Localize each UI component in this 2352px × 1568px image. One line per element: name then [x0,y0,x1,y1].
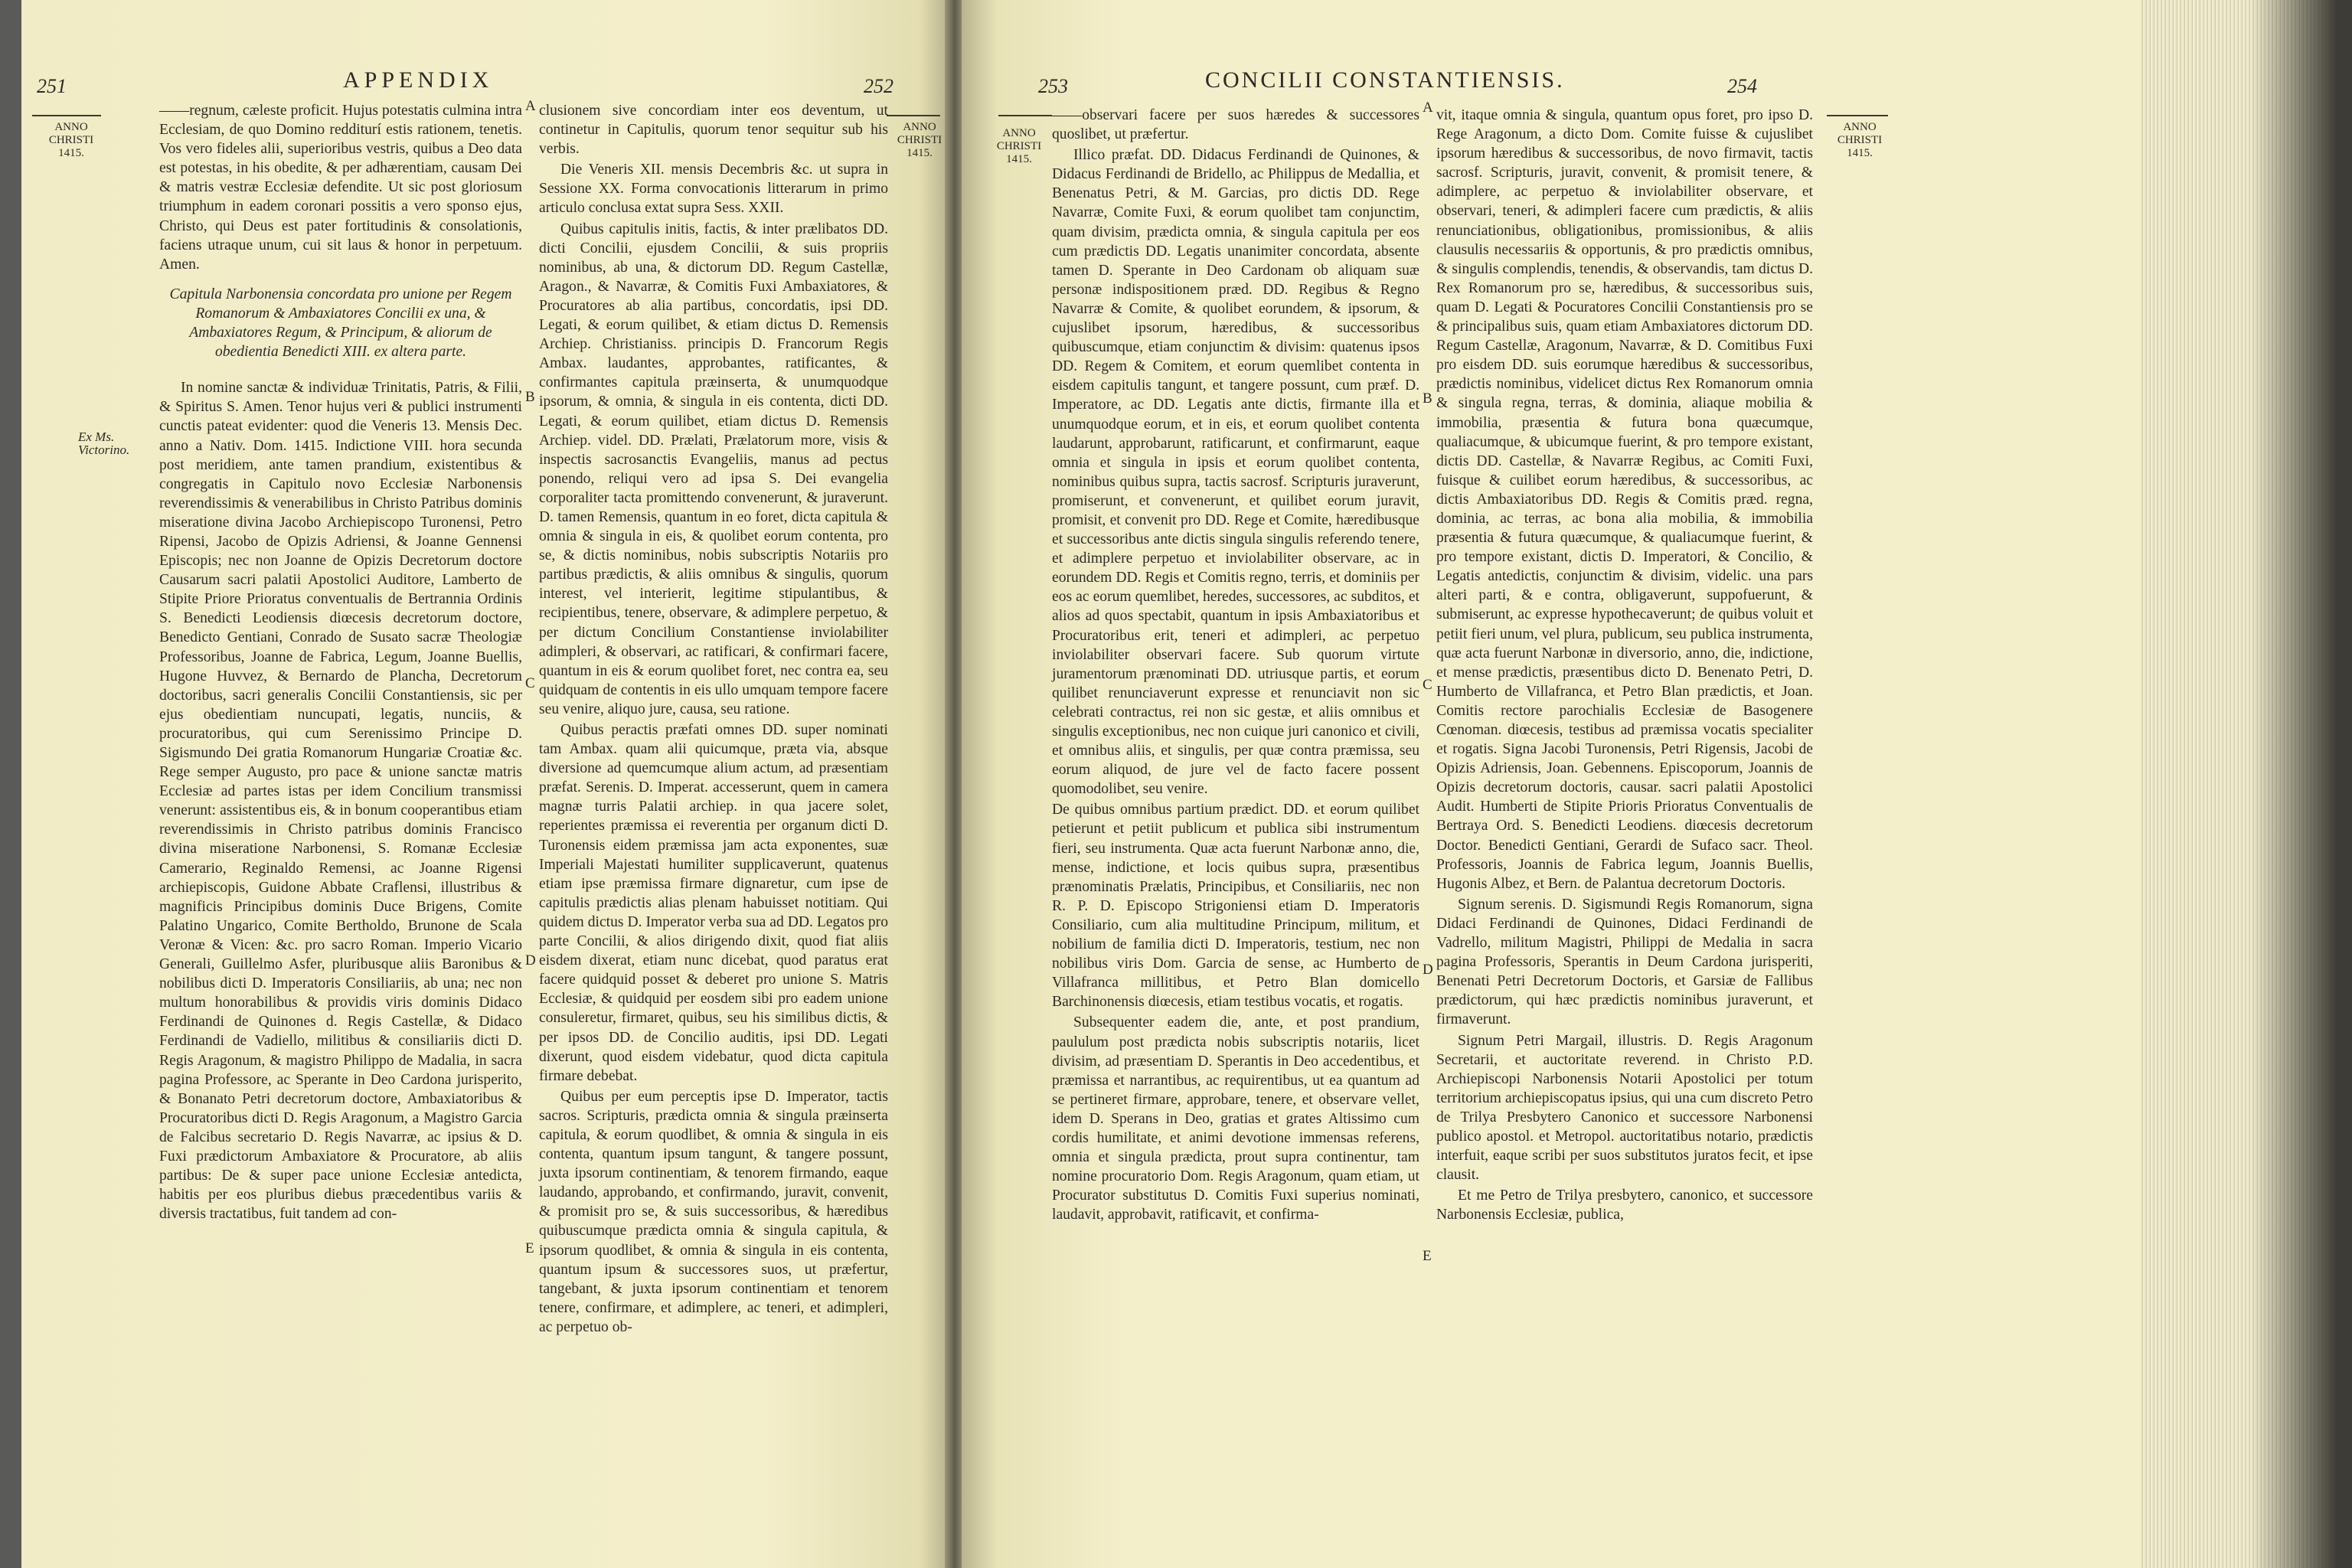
paragraph: Subsequenter eadem die, ante, et post prandium, paululum post prædicta nobis subscriptis notariis, licet divisim, ad præsentiam D. Sperantis in Deo accedentibus, et præmissa et narrantibus, ac requirentibus, ut ea quantum ad se pertineret firmare, approbare, tenere, et observare vellet, idem D. Sperans in Deo, gratias et grates Altissimo cum cordis humilitate, et animi devotione immensas referens, omnia et singula prædicta, prout supra continentur, tam nomine procuratorio Dom. Regis Aragonum, quam etiam, ut Procurator substitutus D. Comitis Fuxi superius nominati, laudavit, approbavit, ratificavit, et confirma- [1052,1014,1419,1223]
section-title: Capitula Narbonensia concordata pro unione per Regem Romanorum & Ambaxiatores Concilii ex una, & Ambaxiatores Regum, & Principum, & aliorum de obedientia Benedicti XIII. ex altera parte. [169,286,512,361]
rule [887,115,940,116]
text-column-2 [1436,106,1813,1226]
paragraph: Die Veneris XII. mensis Decembris &c. ut supra in Sessione XX. Forma convocationis litterarum in primo articulo conclusa extat supra Sess. XXII. [539,162,888,217]
text-column-1 [1052,106,1419,1226]
book-spread [21,0,2141,1568]
section-letter: A [1423,100,1433,116]
text-column-2 [539,101,888,1338]
page-number: 252 [864,75,893,97]
paragraph: Et me Petro de Trilya presbytero, canonico, et successore Narbonensis Ecclesiæ, publica, [1436,1187,1813,1223]
text-column-1 [159,101,522,1225]
margin-note: ANNO CHRISTI 1415. [48,121,94,159]
section-letter: C [1423,677,1432,693]
margin-note: ANNO CHRISTI 1415. [1837,121,1883,159]
page-number: 251 [37,75,67,97]
section-letter: B [525,389,535,405]
section-letter: D [525,952,536,969]
section-letter: C [525,675,535,691]
margin-source: Ex Ms. Victorino. [78,430,130,457]
right-page [962,0,2141,1568]
running-head: APPENDIX [343,67,494,93]
rule [32,115,101,116]
paragraph: ——regnum, cæleste proficit. Hujus potestatis culmina intra Ecclesiam, de quo Domino redditurí estis rationem, tenetis. Vos vero fideles alii, superioribus vestris, quibus a Deo data est potestas, in his obedite, & per adhærentiam, causam Dei & matris vestræ Ecclesiæ defendite. Ut sic post gloriosum triumphum in eadem coronari possitis a vero sponso ejus, Christo, qui Deus est pater fortitudinis & consolationis, faciens utraque unum, cui sit laus & honor in perpetuum. Amen. [159,103,522,273]
paragraph: Quibus peractis præfati omnes DD. super nominati tam Ambax. quam alii quicumque, præta via, absque diversione ad quemcumque alium actum, ad præsentiam præfat. Serenis. D. Imperat. accesserunt, quem in camera magnæ turris Palatii archiep. in qua jacere solet, reperientes præmissa ei reverentia per organum dicti D. Turonensis eidem præmissa jam acta exponentes, suæ Imperiali Majestati humiliter supplicaverunt, quatenus etiam ipse præmissa firmare dignaretur, cum ipse de capitulis prædictis alias plenam habuisset notitiam. Qui quidem dictus D. Imperator verba sua ad DD. Legatos pro parte Concilii, & alios dirigendo dixit, quod fiat aliis eisdem dixerat, etiam nunc dicebat, quod paratus erat facere quidquid posset & deberet pro unione S. Matris Ecclesiæ, & quidquid per eosdem sibi pro eadem unione consuleretur, firmaret, quibus, seu his similibus dictis, & per ipsos DD. de Concilio auditis, ipsi DD. Legati dixerunt, quod eisdem videbatur, quod dicta capitula firmare debebat. [539,722,888,1084]
rule [998,115,1052,116]
section-letter: E [1423,1248,1432,1264]
paragraph: In nomine sanctæ & individuæ Trinitatis, Patris, & Filii, & Spiritus S. Amen. Tenor hujus veri & publici instrumenti cunctis pateat evidenter: quod die Veneris 13. Mensis Dec. anno a Nativ. Dom. 1415. Indictione VIII. hora secunda post meridiem, ante tamen prandium, existentibus & congregatis in Capitulo novo Ecclesiæ Narbonensis reverendissimis & venerabilibus in Christo Patribus dominis miseratione divina Jacobo Archiepiscopo Turonensi, Petro Ripensi, Jacobo de Opizis Adriensi, & Joanne Gennensi Episcopis; nec non Joanne de Opizis Decretorum doctore Causarum sacri palatii Apostolici Auditore, Lamberto de Stipite Priore Prioratus conventualis de Bertrannia Ordinis S. Benedicti Leodiensis diœcesis decretorum doctore, Benedicto Gentiani, Conrado de Susato sacræ Theologiæ Professoribus, Joanne de Fabrica, Legum, Joanne Buellis, Hugone Huvvez, & Bernardo de Plancha, Decretorum doctoribus, sacri generalis Concilii Constantiensis, sic per ejus obedientiam nuncupati, legatis, nunciis, & procuratoribus, qui cum Serenissimo Principe D. Sigismundo Dei gratia Romanorum Hungariæ Croatiæ &c. Rege semper Augusto, pro pace & unione sanctæ matris Ecclesiæ ad partes istas per idem Concilium transmissi venerunt: assistentibus eis, & in bonum cooperantibus etiam reverendissimis in Christo patribus dominis Francisco divina miseratione Narbonensi, S. Romanæ Ecclesiæ Camerario, Reginaldo Remensi, ac Joanne Rigensi archiepiscopis, Guidone Abbate Craflensi, illustribus & magnificis Principibus dominis Duce Brigens, Comite Palatino Ungarico, Comite Bertholdo, Brunone de Scala Veronæ & Vicen: &c. pro sacro Roman. Imperio Vicario Generali, Guillelmo Asfer, pluribusque aliis Baronibus & nobilibus dicti D. Imperatoris Consiliariis, ab una; nec non multum honorabilibus & providis viris dominis Didaco Ferdinandi de Quinones d. Regis Castellæ, & Didaco Ferdinandi de Vadiello, militibus & consiliariis dicti D. Regis Aragonum, & magistro Philippo de Madalia, in sacra pagina Professore, ac Sperante in Deo Cardona jurisperito, & Bonanato Petri decretorum doctore, Ambaxiatoribus & Procuratoribus dicti D. Regis Aragonum, a Magistro Garcia de Falcibus secretario D. Regis Navarræ, ac ipsius & D. Fuxi prædictorum Ambaxiatore & Procuratore, ab aliis partibus: De & super pace unione Ecclesiæ antedicta, habitis per eos pluribus diebus præcedentibus variis & diversis tractatibus, fuit tandem ad con- [159,380,522,1223]
paragraph: Illico præfat. DD. Didacus Ferdinandi de Quinones, & Didacus Ferdinandi de Bridello, ac Philippus de Medallia, et Benenatus Petri, & M. Garcias, pro dictis DD. Rege Navarræ, Comite Fuxi, & eorum quolibet tam conjunctim, quam divisim, prædicta omnia, & singula capitula per eos cum prædictis DD. Legatis unanimiter concordata, absente tamen D. Sperante in Deo Cardonam ob aliquam suæ personæ indispositionem præd. DD. Regibus & Regno Navarræ & Comite, & quolibet eorundem, & ipsorum, & cujuslibet ipsorum, hæredibus, & successoribus quibuscumque, etiam conjunctim & divisim: quatenus ipsos DD. Regem & Comitem, et eorum quemlibet contenta in eisdem capitulis tangunt, et tangere possunt, cum præf. D. Imperatore, ac DD. Legatis ante dictis, firmante illa et unumquodque eorum, et in eis, et eorum quolibet contenta laudarunt, approbarunt, ratificarunt, et confirmarunt, eaque omnia et singula in ipsis et eorum quolibet contenta, nominibus quibus supra, tactis sacrosf. Scripturis juraverunt, promiserunt, et convenerunt, et quilibet eorum juravit, promisit, et convenit pro DD. Rege et Comite, hæredibusque et successoribus ante dictis singula singulis referendo tenere, et adimplere perpetuo et inviolabiliter observare, ac in eorundem DD. Regis et Comitis regno, terris, et dominiis per eos ac eorum quemlibet, heredes, successores, ac subditos, et alios ad quos spectabit, quantum in ipsis Ambaxiatoribus et Procuratoribus erit, teneri et adimpleri, ac perpetuo inviolabiliter observari facere. Sub quorum virtute juramentorum prænominati DD. utriusque partis, et eorum quilibet renunciaverunt expresse et renunciavit non sic celebrati contractus, rei non sic gestæ, et aliis omnibus et singulis exceptionibus, nec non cuique juri canonico et civili, et omnibus aliis, et singulis, per quæ contra præmissa, seu eorum aliquod, de jure vel de facto facere possent quomodolibet, seu venire. [1052,147,1419,798]
section-letter: A [525,98,536,114]
paragraph: Signum serenis. D. Sigismundi Regis Romanorum, signa Didaci Ferdinandi de Quinones, Didaci Ferdinandi de Vadrello, militum Magistri, Philippi de Medalia in sacra pagina Professoris, Sperantis in Deum Cardona jurisperiti, Benenati Petri Decretorum Doctoris, et Garsiæ de Fallibus prædictorum, qui hæc prædictis nominibus juraverunt, et firmaverunt. [1436,896,1813,1028]
paragraph: Signum Petri Margail, illustris. D. Regis Aragonum Secretarii, et auctoritate reverend. in Christo P.D. Archiepiscopi Narbonensis Notarii Apostolici per totum territorium archiepiscopatus ipsius, qui una cum discreto Petro de Trilya Presbytero Canonico et successore Narbonensi publico apostol. et Metropol. auctoritatibus notario, prædictis interfuit, eaque scribi per suos substitutos juratos fecit, et ipse clausit. [1436,1032,1813,1184]
running-head: CONCILII CONSTANTIENSIS. [1205,67,1565,93]
background-shadow [2251,0,2352,1568]
paragraph: clusionem sive concordiam inter eos deventum, ut continetur in Capitulis, quorum tenor sequitur sub his verbis. [539,103,888,158]
section-letter: D [1423,962,1433,978]
paragraph: De quibus omnibus partium prædict. DD. et eorum quilibet petierunt et petiit publicum et publica sibi instrumentum fieri, seu instrumenta. Quæ acta fuerunt Narbonæ anno, die, mense, indictione, et locis quibus supra, præsentibus prænominatis Prælatis, Principibus, et Consiliariis, nec non R. P. D. Episcopo Strigoniensi etiam D. Imperatoris Consiliario, cum alia multitudine Principum, militum, et nobilium de familia dicti D. Imperatoris, testium, nec non nobilibus viris Dom. Garcia de sense, ac Humberto de Villafranca millitibus, et Petro Blan domicello Barchinonensis diœcesis, etiam testibus vocatis, et rogatis. [1052,802,1419,1011]
page-number: 253 [1038,75,1068,97]
section-letter: B [1423,390,1432,407]
margin-note: ANNO CHRISTI 1415. [996,127,1042,165]
paragraph: ——observari facere per suos hæredes & successores quoslibet, ut præfertur. [1052,107,1419,143]
rule [1827,115,1888,116]
paragraph: Quibus per eum perceptis ipse D. Imperator, tactis sacros. Scripturis, prædicta omnia & singula præinserta capitula, & eorum quodlibet, & omnia & singula in eis contenta, quantum ipsum tangunt, & tangere possunt, juxta ipsorum continentiam, & tenorem firmando, eaque laudando, approbando, et confirmando, juravit, convenit, & promisit pro se, & suis successoribus, & hæredibus quibuscumque prædicta omnia & singula capitula, & ipsorum quodlibet, & omnia & singula in eis contenta, quantum ipsum & successores suos, ut præfertur, tangebant, & juxta ipsorum continentiam et tenorem tenere, confirmare, et adimplere, ac teneri, et adimpleri, ac perpetuo ob- [539,1088,888,1335]
left-page [21,0,948,1568]
page-number: 254 [1727,75,1757,97]
paragraph: Quibus capitulis initis, factis, & inter prælibatos DD. dicti Concilii, ejusdem Concilii, & suis propriis nominibus, ab una, & dictorum DD. Regum Castellæ, Aragon., & Navarræ, & Comitis Fuxi Ambaxiatores, & Procuratores ab alia partibus, concordatis, ipsi DD. Legati, & eorum quilibet, & etiam dictus D. Remensis Archiep. Christianiss. principis D. Francorum Regis Ambax. laudantes, approbantes, ratificantes, & confirmantes capitula præinserta, & unumquodque ipsorum, & omnia, & singula in eis contenta, dicti DD. Legati, & eorum quilibet, etiam dictus D. Remensis Archiep. videl. DD. Prælati, Prælatorum more, visis & inspectis sacrosanctis Evangeliis, manus ad pectus ponendo, reliqui vero ad ipsa S. Dei evangelia corporaliter tacta promittendo convenerunt, & juraverunt. D. tamen Remensis, quantum in eo foret, dicta capitula & omnia & singula in eis, & quolibet eorum contenta, pro se, & dictis nominibus, nobis subscriptis Notariis pro partibus prædictis, & aliis omnibus & singulis, quorum interest, vel interierit, legitime stipulantibus, & recipientibus, tenere, observare, & adimplere perpetuo, & per dictum Concilium Constantiense inviolabiliter adimpleri, & observari, ac ratificari, & confirmari facere, quantum in eis & eorum quolibet foret, nec contra ea, seu quidquam de contentis in eis ullo umquam tempore facere seu venire, aliquo jure, causa, seu ratione. [539,220,888,717]
margin-note: ANNO CHRISTI 1415. [897,121,942,159]
section-letter: E [525,1240,534,1256]
paragraph: vit, itaque omnia & singula, quantum opus foret, pro ipso D. Rege Aragonum, a dicto Dom. Comite fuisse & cujuslibet ipsorum hæredibus & successoribus, de novo firmavit, tactis sacrosf. Scripturis, juravit, convenit, & promisit tenere, & adimplere, ac perpetuo & inviolabiliter observare, et observari, teneri, & adimpleri facere cum prædictis, & aliis renunciationibus, obligationibus, promissionibus, & aliis clausulis necessariis & opportunis, & pro prædictis omnibus, & singulis complendis, tenendis, & observandis, tam dictus D. Rex Romanorum pro se, hæredibus, & successoribus suis, quam D. Legati & Pocuratores Concilii Constantiensis pro se & principalibus suis, quam etiam Ambaxiatores dictorum DD. Regum Castellæ, Aragonum, Navarræ, & D. Comitibus Fuxi pro eisdem DD. suis eorumque hæredibus & successoribus, prædictis nominibus, videlicet dictus Rex Romanorum omnia & singula regna, terras, & dominia, aliaque mobilia & immobilia, præsentia & futura bona quæcumque, qualiacumque, & ubicumque fuerint, & pro tempore existant, dictis DD. Castellæ, & Navarræ Regibus, ac Comiti Fuxi, fuisque & cuilibet eorum hæredibus, & successoribus, ac dictis Ambaxiatoribus DD. Regis & Comitis præd. regna, dominia, ac terras, ac bona alia mobilia, & immobilia præsentia & futura quæcumque, & qualiacumque fuerint, & pro tempore existant, dictis D. Imperatori, & Concilio, & Legatis antedictis, conjunctim & divisim, videlic. una pars alteri parti, & e contra, obligaverunt, suppofuerunt, & submiserunt, ac expresse hypothecaverunt; de quibus voluit et petiit fieri unum, vel plura, publicum, seu publica instrumenta, quæ acta fuerunt Narbonæ in diversorio, anno, die, indictione, et mense prædictis, præsentibus dicto D. Benenato Petri, D. Humberto de Villafranca, et Petro Blan prædictis, et Joan. Comitis rectore parochialis Ecclesiæ de Basogenere Cœnoman. diœcesis, testibus ad præmissa vocatis specialiter et rogatis. Signa Jacobi Turonensis, Petri Rigensis, Jacobi de Opizis Adriensis, Joan. Gebennens. Episcoporum, Joannis de Opizis decretorum doctoris, causar. sacri palatii Apostolici Audit. Humberti de Stipite Prioris Prioratus Conventualis de Bertraya Ord. S. Benedicti Leodiens. diœcesis decretorum Doctor. Benedicti Gentiani, Gerardi de Sufaco sacr. Theol. Professoris, Joannis de Fabrica legum, Joannis Buellis, Hugonis Albez, et Bern. de Palantua decretorum Doctoris. [1436,107,1813,892]
